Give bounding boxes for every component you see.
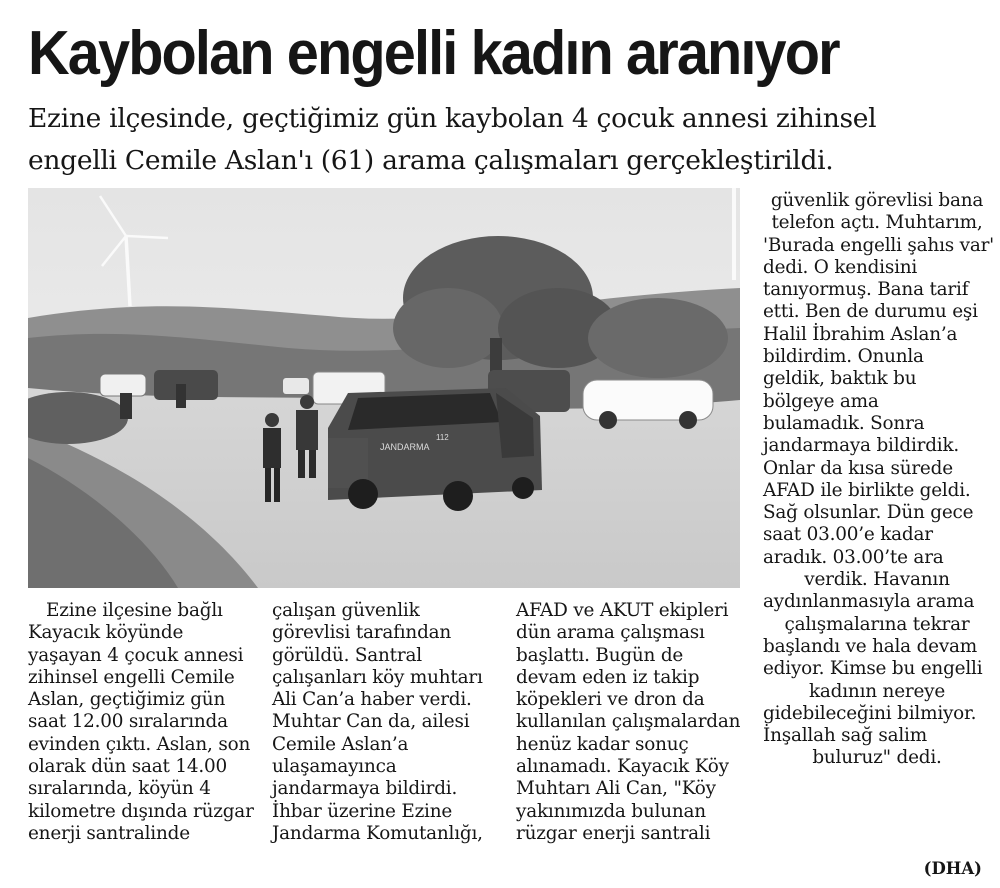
body-line: enerji santralinde [28, 822, 190, 844]
article-column-4 [763, 190, 995, 770]
body-line: telefon açtı. Muhtarım, [771, 212, 983, 234]
article-column-2 [272, 600, 508, 845]
van-plate: 112 [436, 433, 449, 442]
body-line: ediyor. Kimse bu engelli [763, 658, 983, 680]
deck [28, 98, 988, 182]
body-line: ulaşamayınca [272, 756, 397, 778]
van-label: JANDARMA [380, 442, 430, 452]
body-line: aradık. 03.00’te ara [763, 546, 944, 568]
body-line: güvenlik görevlisi bana [770, 190, 984, 211]
body-line: geldik, baktık bu [763, 368, 917, 390]
body-line: bildirdim. Onunla [763, 346, 924, 368]
body-line: Sağ olsunlar. Dün gece [763, 502, 974, 524]
body-line: çalışmalarına tekrar [784, 613, 970, 635]
body-line: gidebileceğini bilmiyor. [763, 702, 977, 724]
article-column-1 [28, 600, 260, 845]
body-line: görevlisi tarafından [272, 622, 452, 644]
body-line: çalışan güvenlik [272, 600, 420, 621]
body-line: Muhtar Can da, ailesi [272, 711, 470, 733]
body-line: kilometre dışında rüzgar [28, 800, 254, 822]
body-line: 'Burada engelli şahıs var' [763, 234, 995, 256]
body-line: İnşallah sağ salim [763, 725, 927, 747]
body-line: Halil İbrahim Aslan’a [763, 323, 958, 345]
body-line: Ali Can’a haber verdi. [272, 689, 472, 711]
body-line: aydınlanmasıyla arama [763, 591, 975, 613]
body-line: Kayacık köyünde [28, 622, 184, 644]
body-line: Cemile Aslan’a [272, 733, 409, 755]
body-line: İhbar üzerine Ezine [272, 800, 453, 822]
body-line: başlandı ve hala devam [763, 635, 978, 657]
body-line: henüz kadar sonuç [516, 733, 689, 755]
body-line: olarak dün saat 14.00 [28, 756, 228, 778]
deck-line: Ezine ilçesinde, geçtiğimiz gün kaybolan 4 çocuk annesi zihinsel [28, 103, 877, 134]
body-line: dün arama çalışması [516, 622, 705, 644]
body-line: saat 03.00’e kadar [763, 524, 933, 546]
body-line: AFAD ve AKUT ekipleri [516, 600, 729, 621]
body-line: Jandarma Komutanlığı, [272, 822, 483, 844]
headline: Kaybolan engelli kadın aranıyor [28, 19, 839, 88]
body-line: Aslan, geçtiğimiz gün [28, 689, 226, 711]
body-line: Onlar da kısa sürede [763, 457, 953, 479]
body-line: etti. Ben de durumu eşi [763, 301, 978, 323]
body-line: kadının nereye [808, 680, 946, 702]
body-line: devam eden iz takip [516, 666, 700, 688]
body-line: başlattı. Bugün de [516, 644, 684, 666]
body-line: sıralarında, köyün 4 [28, 778, 211, 800]
body-line: verdik. Havanın [804, 569, 950, 591]
article-column-3 [516, 600, 740, 845]
body-line: rüzgar enerji santrali [516, 822, 711, 844]
body-line: bulamadık. Sonra [763, 412, 925, 434]
deck-line: engelli Cemile Aslan'ı (61) arama çalışmaları gerçekleştirildi. [28, 145, 834, 176]
body-line: zihinsel engelli Cemile [28, 666, 235, 688]
body-line: kullanılan çalışmalardan [516, 711, 741, 733]
body-line: Muhtarı Ali Can, "Köy [516, 778, 716, 800]
body-line: jandarmaya bildirdi. [272, 778, 458, 800]
body-line: buluruz" dedi. [812, 747, 942, 769]
body-line: alınamadı. Kayacık Köy [516, 756, 729, 778]
body-line: AFAD ile birlikte geldi. [763, 479, 971, 501]
body-line: yakınımızda bulunan [516, 800, 706, 822]
body-line: evinden çıktı. Aslan, son [28, 733, 251, 755]
body-line: Ezine ilçesine bağlı [46, 600, 223, 621]
news-photo [28, 188, 740, 588]
body-line: yaşayan 4 çocuk annesi [28, 644, 244, 666]
body-line: köpekleri ve dron da [516, 689, 705, 711]
news-agency-credit: (DHA) [923, 859, 982, 878]
body-line: jandarmaya bildirdik. [763, 435, 960, 457]
body-line: çalışanları köy muhtarı [272, 666, 483, 688]
body-line: bölgeye ama [763, 390, 879, 412]
body-line: dedi. O kendisini [763, 256, 918, 278]
body-line: görüldü. Santral [272, 644, 422, 666]
body-line: tanıyormuş. Bana tarif [763, 279, 969, 301]
body-line: saat 12.00 sıralarında [28, 711, 228, 733]
